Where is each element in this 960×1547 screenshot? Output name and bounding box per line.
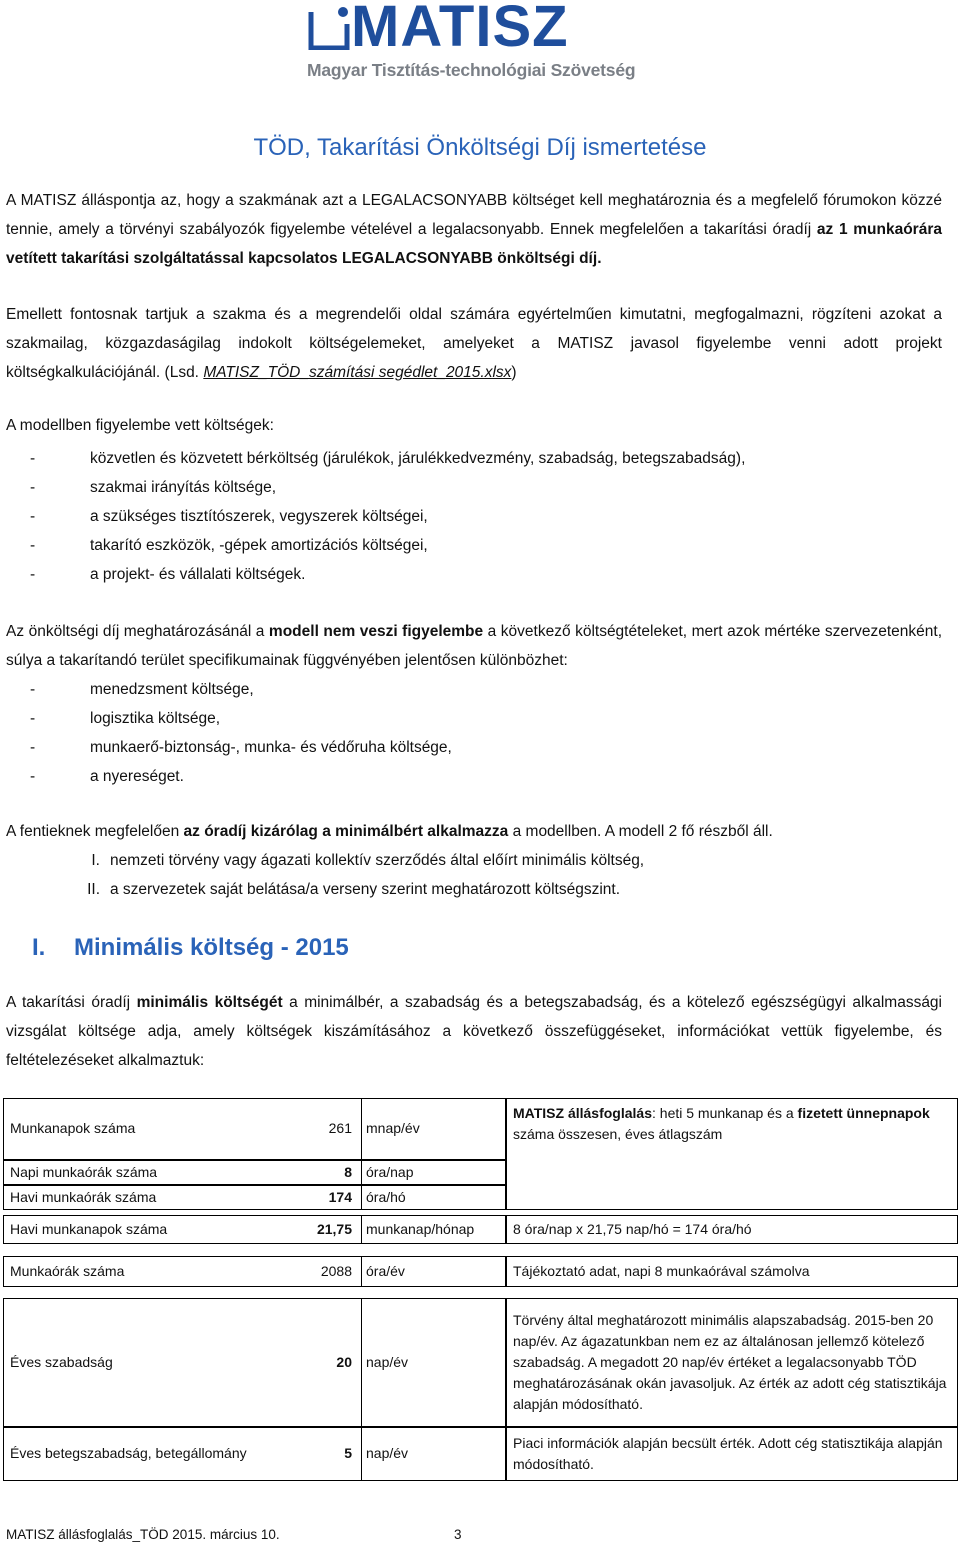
cell-text: Tájékoztató adat, napi 8 munkaórával számolva: [513, 1263, 810, 1279]
row-unit: [366, 1298, 504, 1426]
rate-bold: az óradíj kizárólag a minimálbért alkalmazza: [183, 823, 509, 840]
cell-text: Napi munkaórák száma: [10, 1163, 158, 1180]
row-note: [506, 1427, 958, 1481]
row-value: [203, 1215, 352, 1243]
minimum-bold: minimális költségét: [136, 994, 283, 1011]
row-note: [506, 1256, 958, 1287]
list-item-text: munkaerő-biztonság-, munka- és védőruha költsége,: [90, 739, 452, 756]
footer-text: MATISZ állásfoglalás_TÖD 2015. március 10.: [6, 1527, 280, 1542]
intro-end: .: [597, 250, 602, 267]
list-item-text: a projekt- és vállalati költségek.: [90, 566, 306, 583]
list-item: [6, 875, 644, 904]
intro-bold: az 1 munkaórára vetített takarítási szolgáltatással kapcsolatos LEGALACSONYABB önköltségi díj: [6, 221, 942, 267]
note-bold: MATISZ állásfoglalás: [513, 1105, 652, 1121]
cell-text: óra/év: [366, 1262, 405, 1279]
cell-text: Munkanapok száma: [10, 1120, 136, 1136]
cell-text: 261: [328, 1120, 352, 1136]
cell-text: Törvény által meghatározott minimális alapszabadság. 2015-ben 20 nap/év. Az ágazatunkban nem ez az általánosan jellemző kötelező szabadság. A megadott 20 nap/év értéket a legalacsonyabb TÖD meghatározásának okán javasoljuk. Az érték az adott cég statisztikája alapján módosítható.: [513, 1312, 947, 1412]
minimum-text-a: A takarítási óradíj: [6, 994, 137, 1011]
row-value: [203, 1185, 352, 1209]
row-value: [203, 1098, 352, 1159]
row-note: [506, 1215, 958, 1244]
cell-text: óra/hó: [366, 1188, 406, 1205]
page-number: 3: [454, 1527, 462, 1542]
logo-wordmark: MATISZ: [351, 0, 569, 59]
cell-text: mnap/év: [366, 1120, 420, 1136]
cell-text: munkanap/hónap: [366, 1220, 475, 1237]
list-item: - a nyereséget.: [30, 768, 184, 785]
included-costs-list: [6, 444, 745, 589]
column-divider: [361, 1185, 362, 1209]
column-divider: [361, 1215, 362, 1243]
model-costs-intro: A modellben figyelembe vett költségek:: [6, 417, 274, 434]
cell-text: nap/év: [366, 1353, 409, 1370]
list-item-text: szakmai irányítás költsége,: [90, 479, 277, 496]
row-unit: [366, 1098, 504, 1159]
row-unit: [366, 1427, 504, 1480]
cell-text: Havi munkaórák száma: [10, 1188, 157, 1205]
intro-paragraph: [6, 186, 942, 273]
cell-text: 8: [344, 1163, 352, 1180]
row-value: [203, 1427, 352, 1480]
rate-text-b: a modellben. A modell 2 fő részből áll.: [508, 823, 773, 840]
section-title: Minimális költség - 2015: [74, 934, 349, 961]
row-value: [203, 1160, 352, 1184]
spreadsheet-link[interactable]: MATISZ_TÖD_számítási segédlet_2015.xlsx: [203, 364, 512, 381]
list-item: - közvetlen és közvetett bérköltség (járulékok, járulékkedvezmény, szabadság, betegszabadság),: [30, 450, 746, 467]
excluded-text-a: Az önköltségi díj meghatározásánál a: [6, 623, 269, 640]
excluded-text-b: a következő költségtételeket, mert azok mértéke szervezetenként, súlya a takarítandó terület specifikumainak függvényében jelentősen különbözhet:: [6, 623, 942, 669]
column-divider: [361, 1098, 362, 1159]
row-note: [506, 1098, 958, 1210]
list-item: - menedzsment költsége,: [30, 681, 254, 698]
list-item: - szakmai irányítás költsége,: [30, 479, 277, 496]
logo-mark-icon: [307, 4, 351, 50]
column-divider: [361, 1427, 362, 1480]
section-heading: [32, 934, 349, 962]
excluded-costs-list: [6, 675, 452, 791]
matisz-logo: [305, 0, 655, 90]
row-note: [506, 1298, 958, 1427]
list-item-text: a szükséges tisztítószerek, vegyszerek költségei,: [90, 508, 428, 525]
excluded-costs-paragraph: [6, 617, 942, 675]
row-unit: [366, 1256, 504, 1286]
row-unit: [366, 1185, 504, 1209]
cell-text: 5: [344, 1445, 352, 1461]
cell-text: nap/év: [366, 1445, 409, 1461]
cell-text: 174: [328, 1188, 352, 1205]
note-bold: fizetett ünnepnapok: [797, 1105, 930, 1121]
note-text: : heti 5 munkanap és a: [652, 1105, 798, 1121]
row-unit: [366, 1215, 504, 1243]
list-item-text: logisztika költsége,: [90, 710, 221, 727]
list-item: [6, 846, 644, 875]
emphasis-paragraph: [6, 300, 942, 387]
page-title: TÖD, Takarítási Önköltségi Díj ismertetése: [253, 134, 707, 161]
column-divider: [361, 1160, 362, 1184]
column-divider: [361, 1256, 362, 1286]
section-number: I.: [32, 934, 46, 961]
note-text: száma összesen, éves átlagszám: [513, 1126, 723, 1142]
cell-text: óra/nap: [366, 1163, 414, 1180]
list-number: I.: [91, 852, 100, 869]
cell-text: Éves betegszabadság, betegállomány: [10, 1445, 247, 1461]
model-parts-list: [6, 846, 644, 904]
emphasis-text: Emellett fontosnak tartjuk a szakma és a megrendelői oldal számára egyértelműen kimutatni, megfogalmazni, rögzíteni azokat a szakmailag, közgazdaságilag indokolt költségelemeket, amelyeket a MATISZ javasol figyelembe venni adott projekt költségkalkulációjánál. (Lsd.: [6, 306, 942, 381]
rate-text-a: A fentieknek megfelelően: [6, 823, 184, 840]
list-item-text: menedzsment költsége,: [90, 681, 254, 698]
cell-text: 21,75: [316, 1220, 352, 1237]
cell-text: 2088: [320, 1262, 352, 1279]
list-item-text: takarító eszközök, -gépek amortizációs költségei,: [90, 537, 428, 554]
list-item: - logisztika költsége,: [30, 710, 221, 727]
hourly-rate-paragraph: [6, 817, 942, 846]
excluded-bold: modell nem veszi figyelembe: [268, 623, 484, 640]
list-item: - a projekt- és vállalati költségek.: [30, 566, 306, 583]
emphasis-end: ): [511, 364, 517, 381]
cell-text: Munkaórák száma: [10, 1262, 125, 1279]
list-item-text: közvetlen és közvetett bérköltség (járulékok, járulékkedvezmény, szabadság, betegszabadság),: [90, 450, 746, 467]
row-unit: [366, 1160, 504, 1184]
cell-text: 20: [336, 1353, 352, 1370]
list-number: II.: [87, 881, 100, 898]
column-divider: [361, 1298, 362, 1426]
minimum-cost-paragraph: [6, 988, 942, 1075]
row-value: [203, 1256, 352, 1286]
list-item: - a szükséges tisztítószerek, vegyszerek költségei,: [30, 508, 428, 525]
cell-text: Éves szabadság: [10, 1353, 113, 1370]
footer: [6, 1527, 462, 1542]
list-item: - munkaerő-biztonság-, munka- és védőruha költsége,: [30, 739, 452, 756]
intro-text: A MATISZ álláspontja az, hogy a szakmának azt a LEGALACSONYABB költséget kell meghatároznia és a megfelelő fórumokon közzé tennie, amely a törvényi szabályozók figyelembe vételével a legalacsonyabb. Ennek megfelelően a takarítási óradíj: [6, 192, 942, 238]
logo-tagline: Magyar Tisztítás-technológiai Szövetség: [307, 60, 636, 80]
minimum-text-b: a minimálbér, a szabadság és a betegszabadság, és a kötelező egészségügyi alkalmassági vizsgálat költsége adja, amely költségek kiszámításához a következő összefüggéseket, információkat vettük figyelembe, és feltételezéseket alkalmaztuk:: [6, 994, 942, 1069]
cell-text: 8 óra/nap x 21,75 nap/hó = 174 óra/hó: [513, 1221, 752, 1237]
row-value: [203, 1298, 352, 1426]
cell-text: Piaci információk alapján becsült érték. Adott cég statisztikája alapján módosítható.: [513, 1435, 943, 1472]
list-item: - takarító eszközök, -gépek amortizációs költségei,: [30, 537, 428, 554]
list-item-text: a nyereséget.: [90, 768, 184, 785]
list-item-text: nemzeti törvény vagy ágazati kollektív szerződés által előírt minimális költség,: [110, 852, 645, 869]
cell-text: Havi munkanapok száma: [10, 1220, 168, 1237]
list-item-text: a szervezetek saját belátása/a verseny szerint meghatározott költségszint.: [110, 881, 621, 898]
